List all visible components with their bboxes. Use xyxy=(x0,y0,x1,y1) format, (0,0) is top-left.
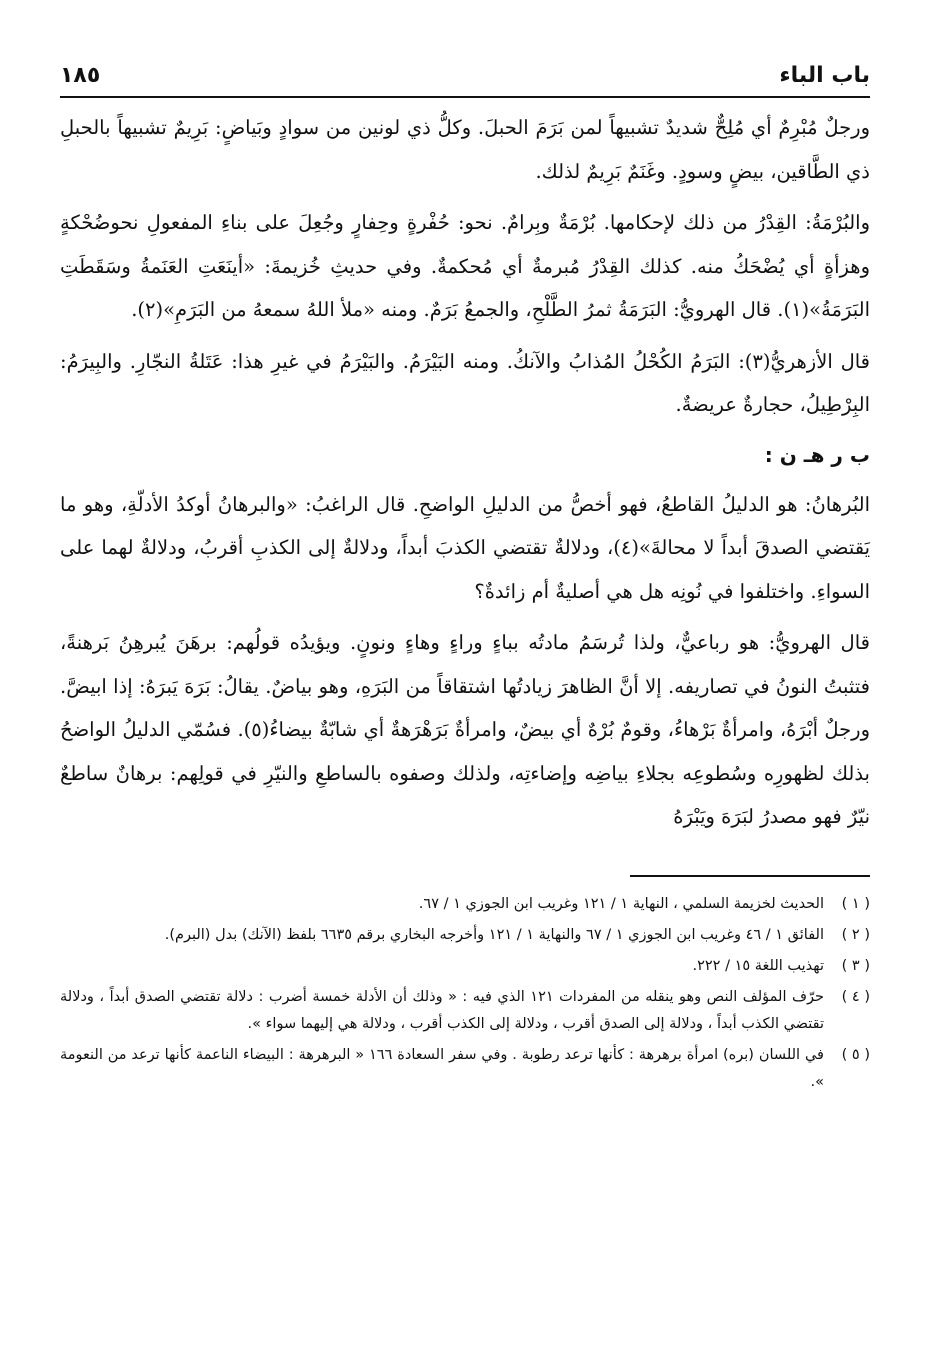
footnote xyxy=(60,891,870,918)
footnote-text: الفائق ١ / ٤٦ وغريب ابن الجوزي ١ / ٦٧ والنهاية ١ / ١٢١ وأخرجه البخاري برقم ٦٦٣٥ بلفظ (الآنك) بدل (البرم). xyxy=(164,926,824,943)
paragraph: قال الهرويُّ: هو رباعيٌّ، ولذا تُرسَمُ مادتُه بباءٍ وراءٍ وهاءٍ ونونٍ. ويؤيدُه قولُهم: برهَنَ يُبرهِنُ بَرهنةً، فتثبتُ النونُ في تصاريفه. إلا أنَّ الظاهرَ زيادتُها اشتقاقاً من البَرَهِ، وهو بياضٌ. يقالُ: بَرَهَ يَبرَهُ: إذا ابيضَّ. ورجلٌ أبْرَهُ، وامرأةٌ بَرْهاءُ، وقومٌ بُرْهٌ أي بيضٌ، وامرأةٌ بَرَهْرَهةٌ أي شابّةٌ بيضاءُ(٥). فسُمّي الدليلُ الواضحُ بذلك لظهورِه وسُطوعِه بجلاءِ بياضِه وإضاءتِه، ولذلك وصفوه بالساطعِ والنيّرِ في قولِهم: برهانٌ ساطعٌ نيّرٌ فهو مصدرُ لبَرَهَ ويَبْرَهُ xyxy=(60,631,870,828)
footnote-divider xyxy=(630,875,870,877)
paragraph: ورجلٌ مُبْرِمٌ أي مُلِحٌّ شديدٌ تشبيهاً لمن بَرَمَ الحبلَ. وكلُّ ذي لونين من سوادٍ وبَياضٍ: بَرِيمٌ تشبيهاً بالحبلِ ذي الطَّاقين، بيضٍ وسودٍ. وغَنَمٌ بَرِيمٌ لذلك. xyxy=(60,116,870,183)
page-header xyxy=(60,56,870,98)
chapter-title: باب الباء xyxy=(779,63,870,88)
footnote xyxy=(60,984,870,1038)
footnote-text: في اللسان (بره) امرأة برهرهة : كأنها ترعد رطوبة . وفي سفر السعادة ١٦٦ « البرهرهة : البيضاء الناعمة كأنها ترعد من النعومة ». xyxy=(60,1046,824,1090)
paragraph: قال الأزهريُّ(٣): البَرَمُ الكُحْلُ المُذابُ والآنكُ. ومنه البَيْرَمُ. والبَيْرَمُ في غيرِ هذا: عَتَلةُ النجّارِ. والبِيرَمُ: البِرْطِيلُ، حجارةٌ عريضةٌ. xyxy=(60,349,871,416)
footnote xyxy=(60,953,870,980)
footnote-text: تهذيب اللغة ١٥ / ٢٢٢. xyxy=(692,957,824,974)
footnote xyxy=(60,922,870,949)
footnote-text: الحديث لخزيمة السلمي ، النهاية ١ / ١٢١ وغريب ابن الجوزي ١ / ٦٧. xyxy=(418,895,824,912)
footnote-number: ( ١ ) xyxy=(841,895,870,912)
paragraph: البُرهانُ: هو الدليلُ القاطعُ، فهو أخصُّ من الدليلِ الواضحِ. قال الراغبُ: «والبرهانُ أوكدُ الأدلّةِ، وهو ما يَقتضي الصدقَ أبداً لا محالةَ»(٤)، ودلالةٌ تقتضي الكذبَ أبداً، ودلالةٌ إلى الكذبِ أقربُ، ودلالةٌ لهما على السواءِ. واختلفوا في نُونِه هل هي أصليةٌ أم زائدةٌ؟ xyxy=(60,492,871,603)
page-number: ١٨٥ xyxy=(60,63,101,88)
footnote-number: ( ٥ ) xyxy=(841,1046,870,1063)
book-page xyxy=(60,56,870,1326)
footnote-number: ( ٢ ) xyxy=(841,926,870,943)
footnote-list xyxy=(60,891,870,1096)
footnote xyxy=(60,1042,870,1096)
footnote-number: ( ٤ ) xyxy=(841,988,870,1005)
footnote-text: حرّف المؤلف النص وهو ينقله من المفردات ١٢١ الذي فيه : « وذلك أن الأدلة خمسة أضرب : دلالة تقتضي الصدق أبداً ، ودلالة تقتضي الكذب أبداً ، ودلالة إلى الصدق أقرب ، ودلالة إلى الكذب أقرب ، ودلالة هي إليهما سواء ». xyxy=(60,988,824,1032)
footnote-number: ( ٣ ) xyxy=(841,957,870,974)
section-heading: ب ر هـ ن : xyxy=(764,442,870,467)
paragraph: والبُرْمَةُ: القِدْرُ من ذلك لإحكامها. بُرْمَةٌ وبِرامٌ. نحو: حُفْرةٍ وحِفارٍ وجُعِلَ على بناءِ المفعولِ نحوضُحْكةٍ وهزأةٍ أي يُضْحَكُ منه. كذلك القِدْرُ مُبرمةٌ أي مُحكمةٌ. وفي حديثِ خُزيمةَ: «أينَعَتِ العَنَمةُ وسَقَطَتِ البَرَمَةُ»(١). قال الهرويُّ: البَرَمَةُ ثمرُ الطَّلْحِ، والجمعُ بَرَمٌ. ومنه «ملأ اللهُ سمعهُ من البَرَمِ»(٢). xyxy=(60,211,870,321)
